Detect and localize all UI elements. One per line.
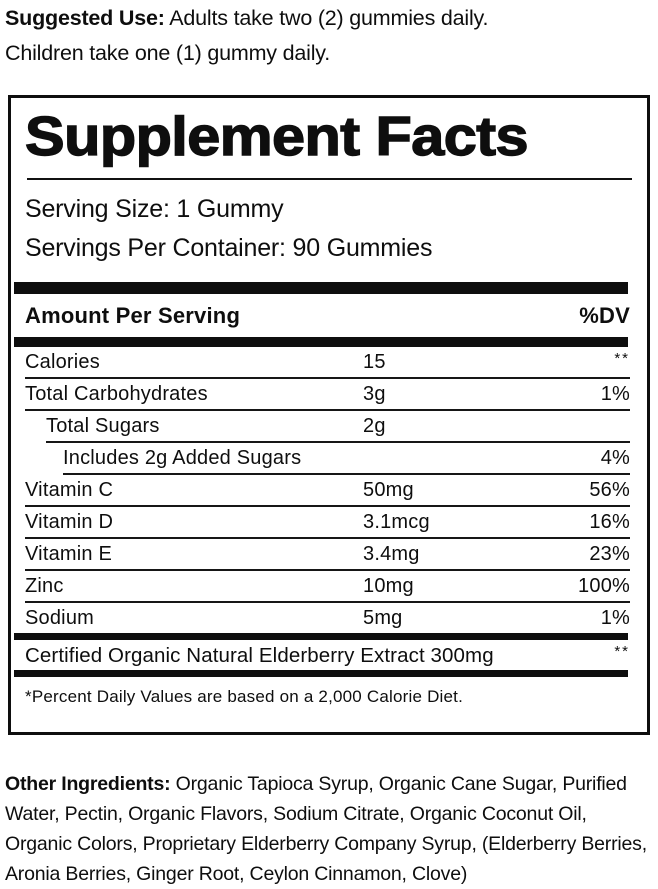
nutrient-table (25, 347, 630, 633)
title-divider (27, 178, 632, 180)
nutrient-amount: 3g (363, 383, 386, 405)
nutrient-amount: 15 (363, 351, 386, 373)
percent-dv-header: %DV (579, 302, 630, 328)
nutrient-dv: 1% (600, 607, 630, 629)
nutrient-amount: 10mg (363, 575, 414, 597)
panel-title: Supplement Facts (25, 105, 528, 167)
nutrient-name: Total Carbohydrates (25, 383, 208, 405)
separator-bar-header (14, 337, 628, 347)
suggested-use-label: Suggested Use: (5, 6, 165, 30)
table-row-zinc (25, 571, 630, 601)
nutrient-amount: 5mg (363, 607, 403, 629)
nutrient-name: Vitamin D (25, 511, 114, 533)
other-ingredients-text: Organic Tapioca Syrup, Organic Cane Sugar, Purified Water, Pectin, Organic Flavors, Sodium Citrate, Organic Coconut Oil, Organic Colors, Proprietary Elderberry Company Syrup, (Elderberry Berries, Aronia Berries, Ginger Root, Ceylon Cinnamon, Clove) (5, 773, 647, 885)
table-row-total-carbohydrates (25, 379, 630, 409)
nutrient-name: Sodium (25, 607, 95, 629)
separator-bar-top (14, 282, 628, 294)
nutrient-dv: 16% (589, 511, 630, 533)
table-row-added-sugars (25, 443, 630, 473)
table-row-sodium (25, 603, 630, 633)
nutrient-dv: 56% (589, 479, 630, 501)
nutrient-amount: 3.1mcg (363, 511, 430, 533)
table-row-calories (25, 347, 630, 377)
nutrient-amount: 2g (363, 415, 386, 437)
table-row-total-sugars (25, 411, 630, 441)
nutrient-name: Total Sugars (46, 415, 160, 437)
nutrient-name: Vitamin E (25, 543, 113, 565)
nutrient-dv: 23% (589, 543, 630, 565)
nutrient-name: Includes 2g Added Sugars (63, 447, 302, 469)
table-row-elderberry-extract (25, 640, 630, 670)
amount-per-serving-header: Amount Per Serving (25, 302, 241, 328)
daily-value-footnote: *Percent Daily Values are based on a 2,000 Calorie Diet. (25, 687, 464, 706)
suggested-use-adults: Adults take two (2) gummies daily. (164, 6, 489, 30)
nutrient-name: Zinc (25, 575, 64, 597)
separator-bar-extract-top (14, 633, 628, 640)
nutrient-name: Certified Organic Natural Elderberry Extract 300mg (25, 644, 494, 667)
nutrient-dv: 100% (578, 575, 630, 597)
servings-per-container: Servings Per Container: 90 Gummies (25, 234, 433, 262)
suggested-use (5, 1, 656, 71)
table-header-row (25, 294, 630, 337)
nutrient-amount: 50mg (363, 479, 414, 501)
suggested-use-children: Children take one (1) gummy daily. (5, 41, 331, 65)
nutrient-dv: ** (614, 350, 630, 367)
nutrient-dv: ** (614, 643, 630, 660)
serving-size: Serving Size: 1 Gummy (25, 195, 284, 223)
nutrient-name: Vitamin C (25, 479, 114, 501)
nutrient-dv: 1% (600, 383, 630, 405)
table-row-vitamin-d (25, 507, 630, 537)
nutrient-name: Calories (25, 351, 100, 373)
supplement-facts-panel (8, 95, 650, 735)
other-ingredients (5, 769, 655, 889)
nutrient-amount: 3.4mg (363, 543, 420, 565)
nutrient-dv: 4% (600, 447, 630, 469)
table-row-vitamin-e (25, 539, 630, 569)
table-row-vitamin-c (25, 475, 630, 505)
separator-bar-extract-bottom (14, 670, 628, 677)
other-ingredients-label: Other Ingredients: (5, 773, 171, 795)
